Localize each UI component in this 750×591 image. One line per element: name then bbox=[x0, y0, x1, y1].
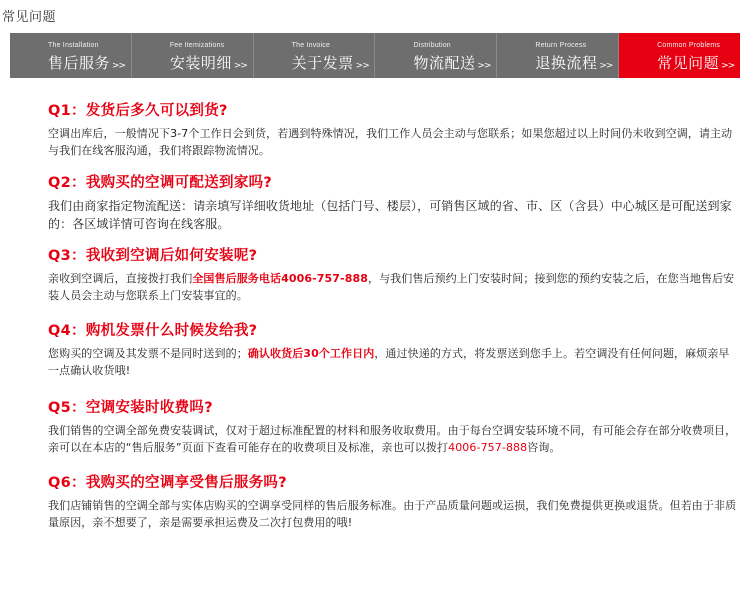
nav-tab-en-label: Fee Itemizations bbox=[169, 42, 225, 49]
nav-tab-en-label: Distribution bbox=[413, 42, 451, 49]
faq-item-5 bbox=[48, 396, 748, 456]
faq-item-2 bbox=[48, 171, 748, 233]
double-chevron-right-icon: >> bbox=[355, 61, 369, 71]
phone-number-highlight: 4006-757-888 bbox=[448, 441, 528, 454]
faq-answer: 我们店铺销售的空调全部与实体店购买的空调享受同样的售后服务标准。由于产品质量问题或运损，我们免费提供更换或退货。但若由于非质量原因，亲不想要了，亲是需要承担运费及二次打包费用的哦! bbox=[48, 499, 737, 529]
answer-text: ，通过快递的方式，将发票送到您手上。若空调没有任何问题，麻烦亲早一点确认收货哦! bbox=[48, 347, 730, 377]
faq-answer bbox=[48, 270, 738, 304]
faq-item-1 bbox=[48, 99, 748, 159]
double-chevron-right-icon: >> bbox=[599, 61, 613, 71]
answer-text: 咨询。 bbox=[527, 441, 561, 454]
faq-item-3 bbox=[48, 244, 748, 304]
answer-text: 我们销售的空调全部免费安装调试，仅对于超过标准配置的材料和服务收取费用。由于每台空调安装环境不同，有可能会存在部分收费项目，亲可以在本店的“售后服务”页面下查看可能存在的收费项目及标准，亲也可以拨打 bbox=[48, 424, 737, 454]
double-chevron-right-icon: >> bbox=[721, 61, 735, 71]
faq-question: Q6：我购买的空调享受售后服务吗? bbox=[48, 475, 287, 491]
service-hotline-highlight: 全国售后服务电话4006-757-888 bbox=[192, 272, 368, 285]
faq-answer: 空调出库后，一般情况下3-7个工作日会到货，若遇到特殊情况，我们工作人员会主动与您联系；如果您超过以上时间仍未收到空调，请主动与我们在线客服沟通，我们将跟踪物流情况。 bbox=[48, 127, 733, 157]
page-title: 常见问题 bbox=[2, 10, 57, 25]
nav-tab-cn-label: 退换流程 >> bbox=[535, 54, 613, 72]
nav-tab-cn-label: 售后服务 >> bbox=[48, 54, 126, 72]
nav-tab-en-label: Common Problems bbox=[657, 42, 721, 49]
double-chevron-right-icon: >> bbox=[233, 61, 247, 71]
faq-question: Q1：发货后多久可以到货? bbox=[48, 103, 228, 119]
nav-tab-distribution[interactable] bbox=[375, 33, 497, 78]
faq-item-4 bbox=[48, 319, 748, 379]
nav-tab-en-label: The Invoice bbox=[291, 42, 331, 49]
answer-text: 您购买的空调及其发票不是同时送到的； bbox=[48, 347, 248, 360]
nav-tab-en-label: The Installation bbox=[48, 42, 99, 49]
faq-answer bbox=[48, 345, 738, 379]
nav-bar bbox=[10, 33, 740, 78]
nav-tab-after-sales[interactable] bbox=[10, 33, 132, 78]
faq-question: Q4：购机发票什么时候发给我? bbox=[48, 323, 258, 339]
nav-tab-cn-label: 常见问题 >> bbox=[657, 54, 735, 72]
double-chevron-right-icon: >> bbox=[112, 61, 126, 71]
faq-question: Q5：空调安装时收费吗? bbox=[48, 400, 213, 416]
nav-tab-cn-label: 安装明细 >> bbox=[169, 54, 247, 72]
nav-tab-cn-label: 关于发票 >> bbox=[291, 54, 369, 72]
invoice-deadline-highlight: 确认收货后30个工作日内 bbox=[247, 347, 375, 360]
nav-tab-cn-label: 物流配送 >> bbox=[413, 54, 491, 72]
faq-answer: 我们由商家指定物流配送：请亲填写详细收货地址（包括门号、楼层），可销售区域的省、市、区（含县）中心城区是可配送到家的：各区域详情可咨询在线客服。 bbox=[48, 199, 732, 231]
faq-item-6 bbox=[48, 471, 748, 531]
double-chevron-right-icon: >> bbox=[477, 61, 491, 71]
nav-tab-return-process[interactable] bbox=[497, 33, 619, 78]
faq-question: Q2：我购买的空调可配送到家吗? bbox=[48, 175, 273, 191]
answer-text: ，与我们售后预约上门安装时间；接到您的预约安装之后，在您当地售后安装人员会主动与您联系上门安装事宜的。 bbox=[48, 272, 735, 302]
nav-tab-en-label: Return Process bbox=[535, 42, 587, 49]
faq-question: Q3：我收到空调后如何安装呢? bbox=[48, 248, 258, 264]
nav-tab-common-problems[interactable] bbox=[619, 33, 740, 78]
nav-tab-install-fees[interactable] bbox=[132, 33, 254, 78]
answer-text: 亲收到空调后，直接拨打我们 bbox=[48, 272, 193, 285]
nav-tab-invoice[interactable] bbox=[254, 33, 376, 78]
faq-answer bbox=[48, 422, 738, 456]
